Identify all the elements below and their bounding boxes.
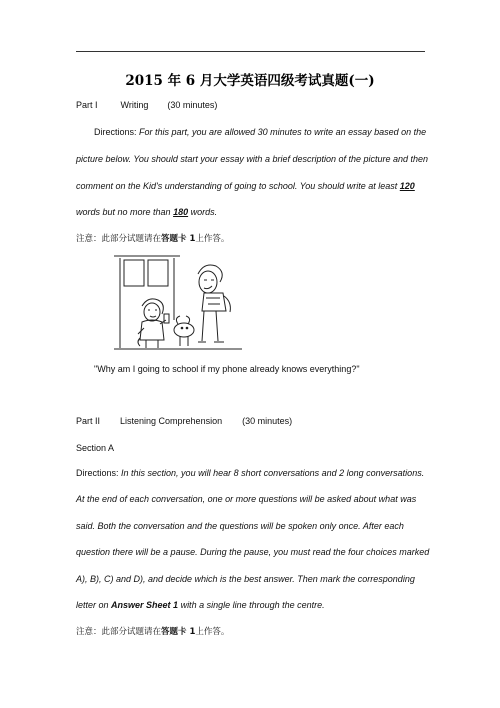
part1-directions-line4 [76,207,217,217]
kid-figure [138,299,169,348]
part2-name: Listening Comprehension [120,416,223,426]
kid-shirt [140,320,164,340]
cartoon-illustration [112,248,244,354]
part2-directions-line3: said. Both the conversation and the questions will be spoken only once. After each [76,521,404,531]
part1-heading [76,100,217,110]
part1-note-c: 上作答。 [195,234,230,244]
part2-note-a: 注意：此部分试题请在 [76,627,162,637]
dog-figure [174,316,194,346]
part2-heading [76,416,292,426]
adult-figure [198,265,230,342]
part2-note-c: 上作答。 [195,627,230,637]
part2-directions-text1: In this section, you will hear 8 short conversations and 2 long conversations. [121,468,425,478]
part2-directions-line5: A), B), C) and D), and decide which is the best answer. Then mark the corresponding [76,574,415,584]
part1-note-b: 答题卡 1 [161,234,196,244]
part1-directions-line2: picture below. You should start your essay with a brief description of the picture and then [76,154,429,164]
part1-time: (30 minutes) [167,100,218,110]
min-words: 120 [399,181,415,191]
part1-directions-text3: comment on the Kid's understanding of going to school. You should write at least [76,181,400,191]
window-left [124,260,144,286]
top-rule [76,51,425,52]
part2-directions-line1 [76,468,424,478]
part2-note-b: 答题卡 1 [161,627,196,637]
part1-directions-line3 [76,181,415,191]
part2-note [76,625,229,637]
part1-label: Part I [76,100,98,110]
part2-directions-text6b: with a single line through the centre. [178,600,325,610]
section-a-heading: Section A [76,443,115,453]
kid-phone [164,314,169,323]
part2-directions-label: Directions: [76,468,119,478]
cartoon-caption: "Why am I going to school if my phone already knows everything?" [94,364,360,374]
part2-directions-text6a: letter on [76,600,112,610]
part1-directions-text1: For this part, you are allowed 30 minutes to write an essay based on the [139,127,427,137]
part2-label: Part II [76,416,101,426]
window-right [148,260,168,286]
part2-directions-line2: At the end of each conversation, one or more questions will be asked about what was [76,494,417,504]
answer-sheet-ref: Answer Sheet 1 [111,600,179,610]
part1-note [76,232,229,244]
part2-directions-line6 [76,600,325,610]
part1-name: Writing [120,100,149,110]
page-title: 2015 年 6 月大学英语四级考试真题(一) [125,73,375,89]
part1-note-a: 注意：此部分试题请在 [76,234,162,244]
part1-directions-line1 [94,127,426,137]
part1-directions-text4a: words but no more than [76,207,174,217]
max-words: 180 [173,207,189,217]
part2-directions-line4: question there will be a pause. During the pause, you must read the four choices marked [76,547,430,557]
part1-directions-label: Directions: [94,127,137,137]
adult-shirt [202,293,226,311]
part2-time: (30 minutes) [242,416,293,426]
part1-directions-text4b: words. [188,207,218,217]
